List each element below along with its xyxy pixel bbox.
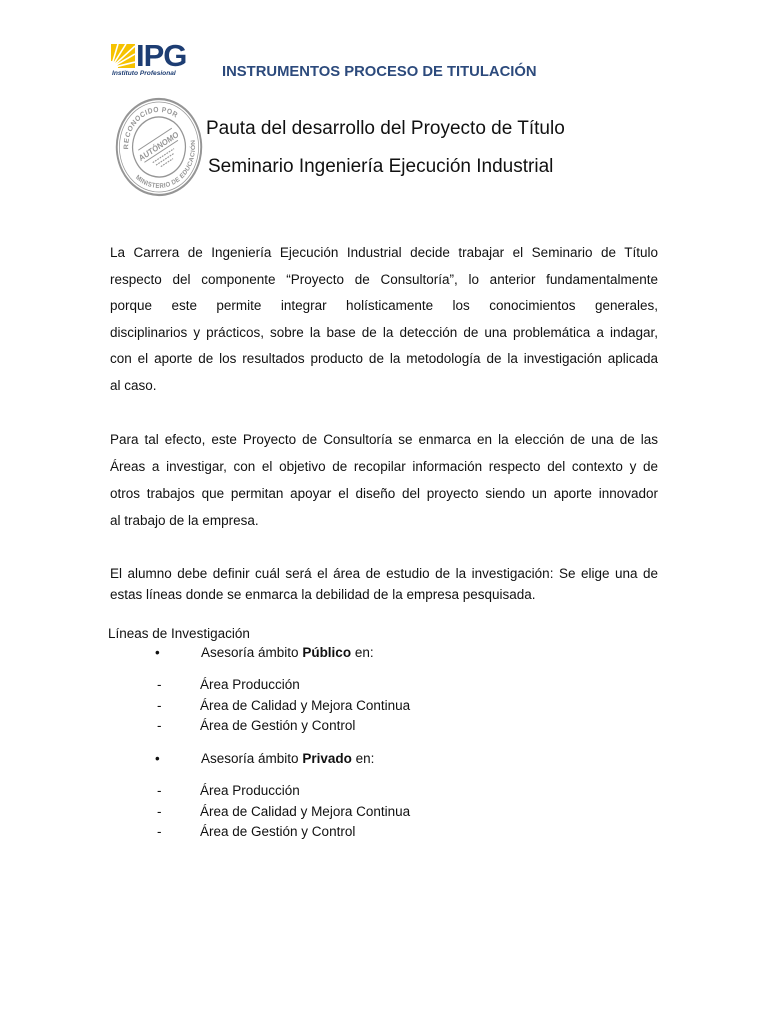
dash-marker: - (157, 824, 162, 840)
sun-rays-icon (111, 44, 135, 68)
research-lines-heading: Líneas de Investigación (108, 626, 250, 641)
list-item-text: Área Producción (200, 677, 300, 692)
list-item (110, 822, 658, 843)
document-subtitle: Seminario Ingeniería Ejecución Industrial (208, 156, 554, 177)
list-item (110, 675, 658, 696)
dash-marker: - (157, 803, 162, 819)
bullet-prefix: Asesoría ámbito (201, 645, 299, 660)
document-title: Pauta del desarrollo del Proyecto de Título (206, 118, 565, 139)
paragraph-line: Áreas a investigar, con el objetivo de recopilar información respecto del contexto y de (110, 458, 658, 474)
list-item (110, 696, 658, 717)
stamp-center-text: AUTÓNOMO (137, 129, 181, 164)
paragraph-purpose (110, 426, 658, 534)
bullet-item-private (110, 749, 658, 769)
bullet-prefix: Asesoría ámbito (201, 751, 299, 766)
bullet-text (201, 643, 374, 663)
logo-subtitle: Instituto Profesional (112, 70, 176, 77)
list-item-text: Área de Calidad y Mejora Continua (200, 803, 411, 819)
stamp-top-text: RECONOCIDO POR (123, 106, 179, 150)
paragraph-line: La Carrera de Ingeniería Ejecución Industrial decide trabajar el Seminario de Título (110, 245, 658, 260)
sub-list-public (110, 675, 658, 737)
paragraph-line: disciplinarios y prácticos, sobre la base de la detección de una problemática a indagar, (110, 324, 658, 340)
paragraph-line: con el aporte de los resultados producto de la metodología de la investigación aplicada (110, 351, 658, 367)
bullet-item-public (110, 643, 658, 663)
paragraph-instructions (110, 563, 658, 605)
paragraph-line: respecto del componente “Proyecto de Consultoría”, lo anterior fundamentalmente (110, 271, 658, 287)
logo-name: IPG (136, 38, 187, 73)
paragraph-line: porque este permite integrar holísticamente los conocimientos generales, (110, 298, 658, 314)
paragraph-line: estas líneas donde se enmarca la debilidad de la empresa pesquisada. (110, 586, 536, 602)
list-item-text: Área de Gestión y Control (200, 718, 356, 734)
bullet-suffix: en: (354, 645, 374, 660)
bullet-text (201, 749, 374, 769)
bullet-marker: • (155, 645, 160, 660)
list-item-text: Área de Calidad y Mejora Continua (200, 697, 411, 713)
paragraph-line: al caso. (110, 377, 157, 393)
dash-marker: - (157, 697, 162, 713)
sub-list-private (110, 781, 658, 843)
paragraph-line: Para tal efecto, este Proyecto de Consultoría se enmarca en la elección de una de las (110, 431, 658, 447)
bullet-suffix: en: (355, 751, 375, 766)
paragraph-line: otros trabajos que permitan apoyar el diseño del proyecto siendo un aporte innovador (110, 485, 658, 501)
dash-marker: - (157, 783, 162, 798)
list-item (110, 781, 658, 802)
paragraph-line: El alumno debe definir cuál será el área de estudio de la investigación: Se elige una de (110, 565, 658, 581)
stamp-bottom-text: MINISTERIO DE EDUCACIÓN (134, 139, 197, 191)
list-item-text: Área Producción (200, 783, 300, 798)
list-item (110, 716, 658, 737)
list-item (110, 802, 658, 823)
paragraph-intro (110, 240, 658, 400)
accreditation-stamp (108, 94, 212, 200)
bullet-emphasis: Privado (302, 751, 352, 766)
bullet-marker: • (155, 751, 160, 766)
header-title: INSTRUMENTOS PROCESO DE TITULACIÓN (222, 64, 537, 80)
bullet-emphasis: Público (302, 645, 352, 660)
dash-marker: - (157, 718, 162, 734)
dash-marker: - (157, 677, 162, 692)
list-item-text: Área de Gestión y Control (200, 824, 356, 840)
paragraph-line: al trabajo de la empresa. (110, 512, 259, 528)
